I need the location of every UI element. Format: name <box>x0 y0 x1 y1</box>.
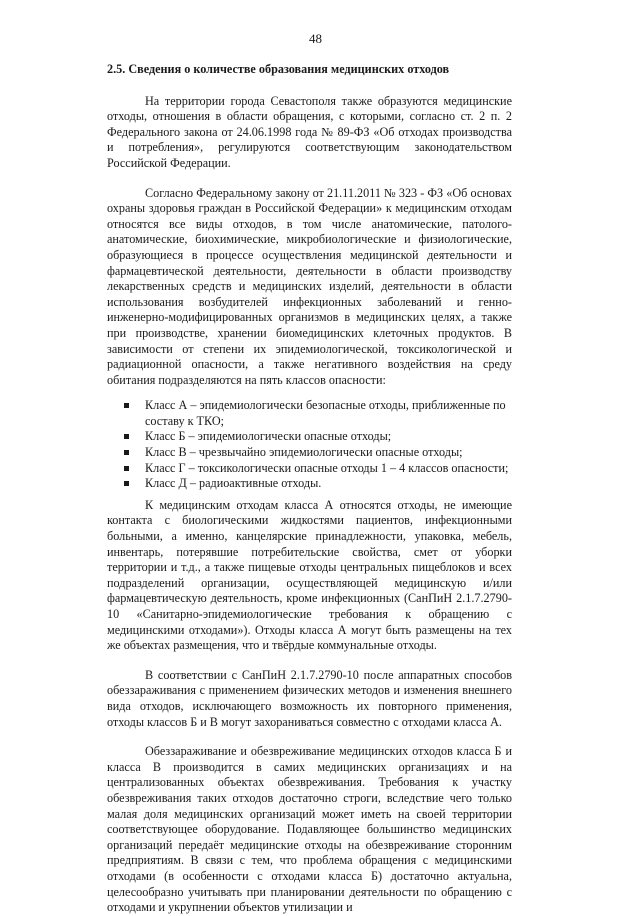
bullet-square-icon <box>124 450 129 455</box>
list-item-text: Класс Г – токсикологически опасные отходы 1 – 4 классов опасности; <box>145 460 509 475</box>
bullet-square-icon <box>124 466 129 471</box>
list-item <box>107 445 512 461</box>
section-heading: 2.5. Сведения о количестве образования медицинских отходов <box>107 62 450 76</box>
list-item <box>107 476 512 492</box>
list-item-text: Класс Б – эпидемиологически опасные отходы; <box>145 429 392 444</box>
paragraph-definition: Согласно Федеральному закону от 21.11.2011 № 323 - ФЗ «Об основах охраны здоровья граждан в Российской Федерации» к медицинским отходам относятся все виды отходов, в том числе анатомические, патолого-анатомические, биохимические, микробиологические и физиологические, образующиеся в процессе осуществления медицинской деятельности и фармацевтической деятельности, деятельности в области производству лекарственных средств и медицинских изделий, деятельности в области использования возбудителей инфекционных заболеваний и генно-инженерно-модифицированных организмов в медицинских целях, а также при производстве, хранении биомедицинских клеточных продуктов. В зависимости от степени их эпидемиологической, токсикологической и радиационной опасности, а также негативного воздействия на среду обитания подразделяются на пять классов опасности: <box>107 185 512 387</box>
list-item-text: Класс В – чрезвычайно эпидемиологически опасные отходы; <box>145 445 463 460</box>
paragraph-sanpin: В соответствии с СанПиН 2.1.7.2790-10 после аппаратных способов обеззараживания с применением физических методов и изменения внешнего вида отходов, исключающего возможность их повторного применения, отходы классов Б и В могут захораниваться совместно с отходами класса А. <box>107 667 512 729</box>
page-number: 48 <box>309 31 322 46</box>
bullet-square-icon <box>124 403 129 408</box>
list-item <box>107 461 512 477</box>
list-item-text: Класс Д – радиоактивные отходы. <box>145 476 322 491</box>
document-body <box>107 62 512 916</box>
list-item <box>107 398 512 429</box>
list-item-text: Класс А – эпидемиологически безопасные отходы, приближенные по составу к ТКО; <box>145 398 506 428</box>
paragraph-class-a: К медицинским отходам класса А относятся отходы, не имеющие контакта с биологическими жидкостями пациентов, инфекционными больными, а именно, канцелярские принадлежности, упаковка, мебель, инвентарь, потерявшие потребительские свойства, смет от уборки территории и т.д., а также пищевые отходы центральных пищеблоков и всех подразделений организации, осуществляющей медицинскую и/или фармацевтическую деятельность, кроме инфекционных (СанПиН 2.1.7.2790-10 «Санитарно-эпидемиологические требования к обращению с медицинскими отходами»). Отходы класса А могут быть размещены на тех же объектах размещения, что и твёрдые коммунальные отходы. <box>107 497 512 653</box>
hazard-class-list <box>107 398 512 492</box>
bullet-square-icon <box>124 481 129 486</box>
paragraph-intro: На территории города Севастополя также образуются медицинские отходы, отношения в области обращения, с которыми, согласно ст. 2 п. 2 Федерального закона от 24.06.1998 года № 89-ФЗ «Об отходах производства и потребления», регулируются соответствующим законодательством Российской Федерации. <box>107 93 512 170</box>
bullet-square-icon <box>124 434 129 439</box>
list-item <box>107 429 512 445</box>
paragraph-disinfection: Обеззараживание и обезвреживание медицинских отходов класса Б и класса В производится в самих медицинских организациях и на централизованных объектах обезвреживания. Требования к участку обезвреживания таких отходов достаточно строги, вследствие чего только малая доля медицинских организаций может иметь на своей территории соответствующее оборудование. Подавляющее большинство медицинских организаций передаёт медицинские отходы на обезвреживание сторонним предприятиям. В связи с тем, что проблема обращения с медицинскими отходами (в особенности с отходами класса Б) достаточно актуальна, целесообразно учитывать при планировании деятельности по обращению с отходами и укрупнении объектов утилизации и <box>107 744 512 915</box>
